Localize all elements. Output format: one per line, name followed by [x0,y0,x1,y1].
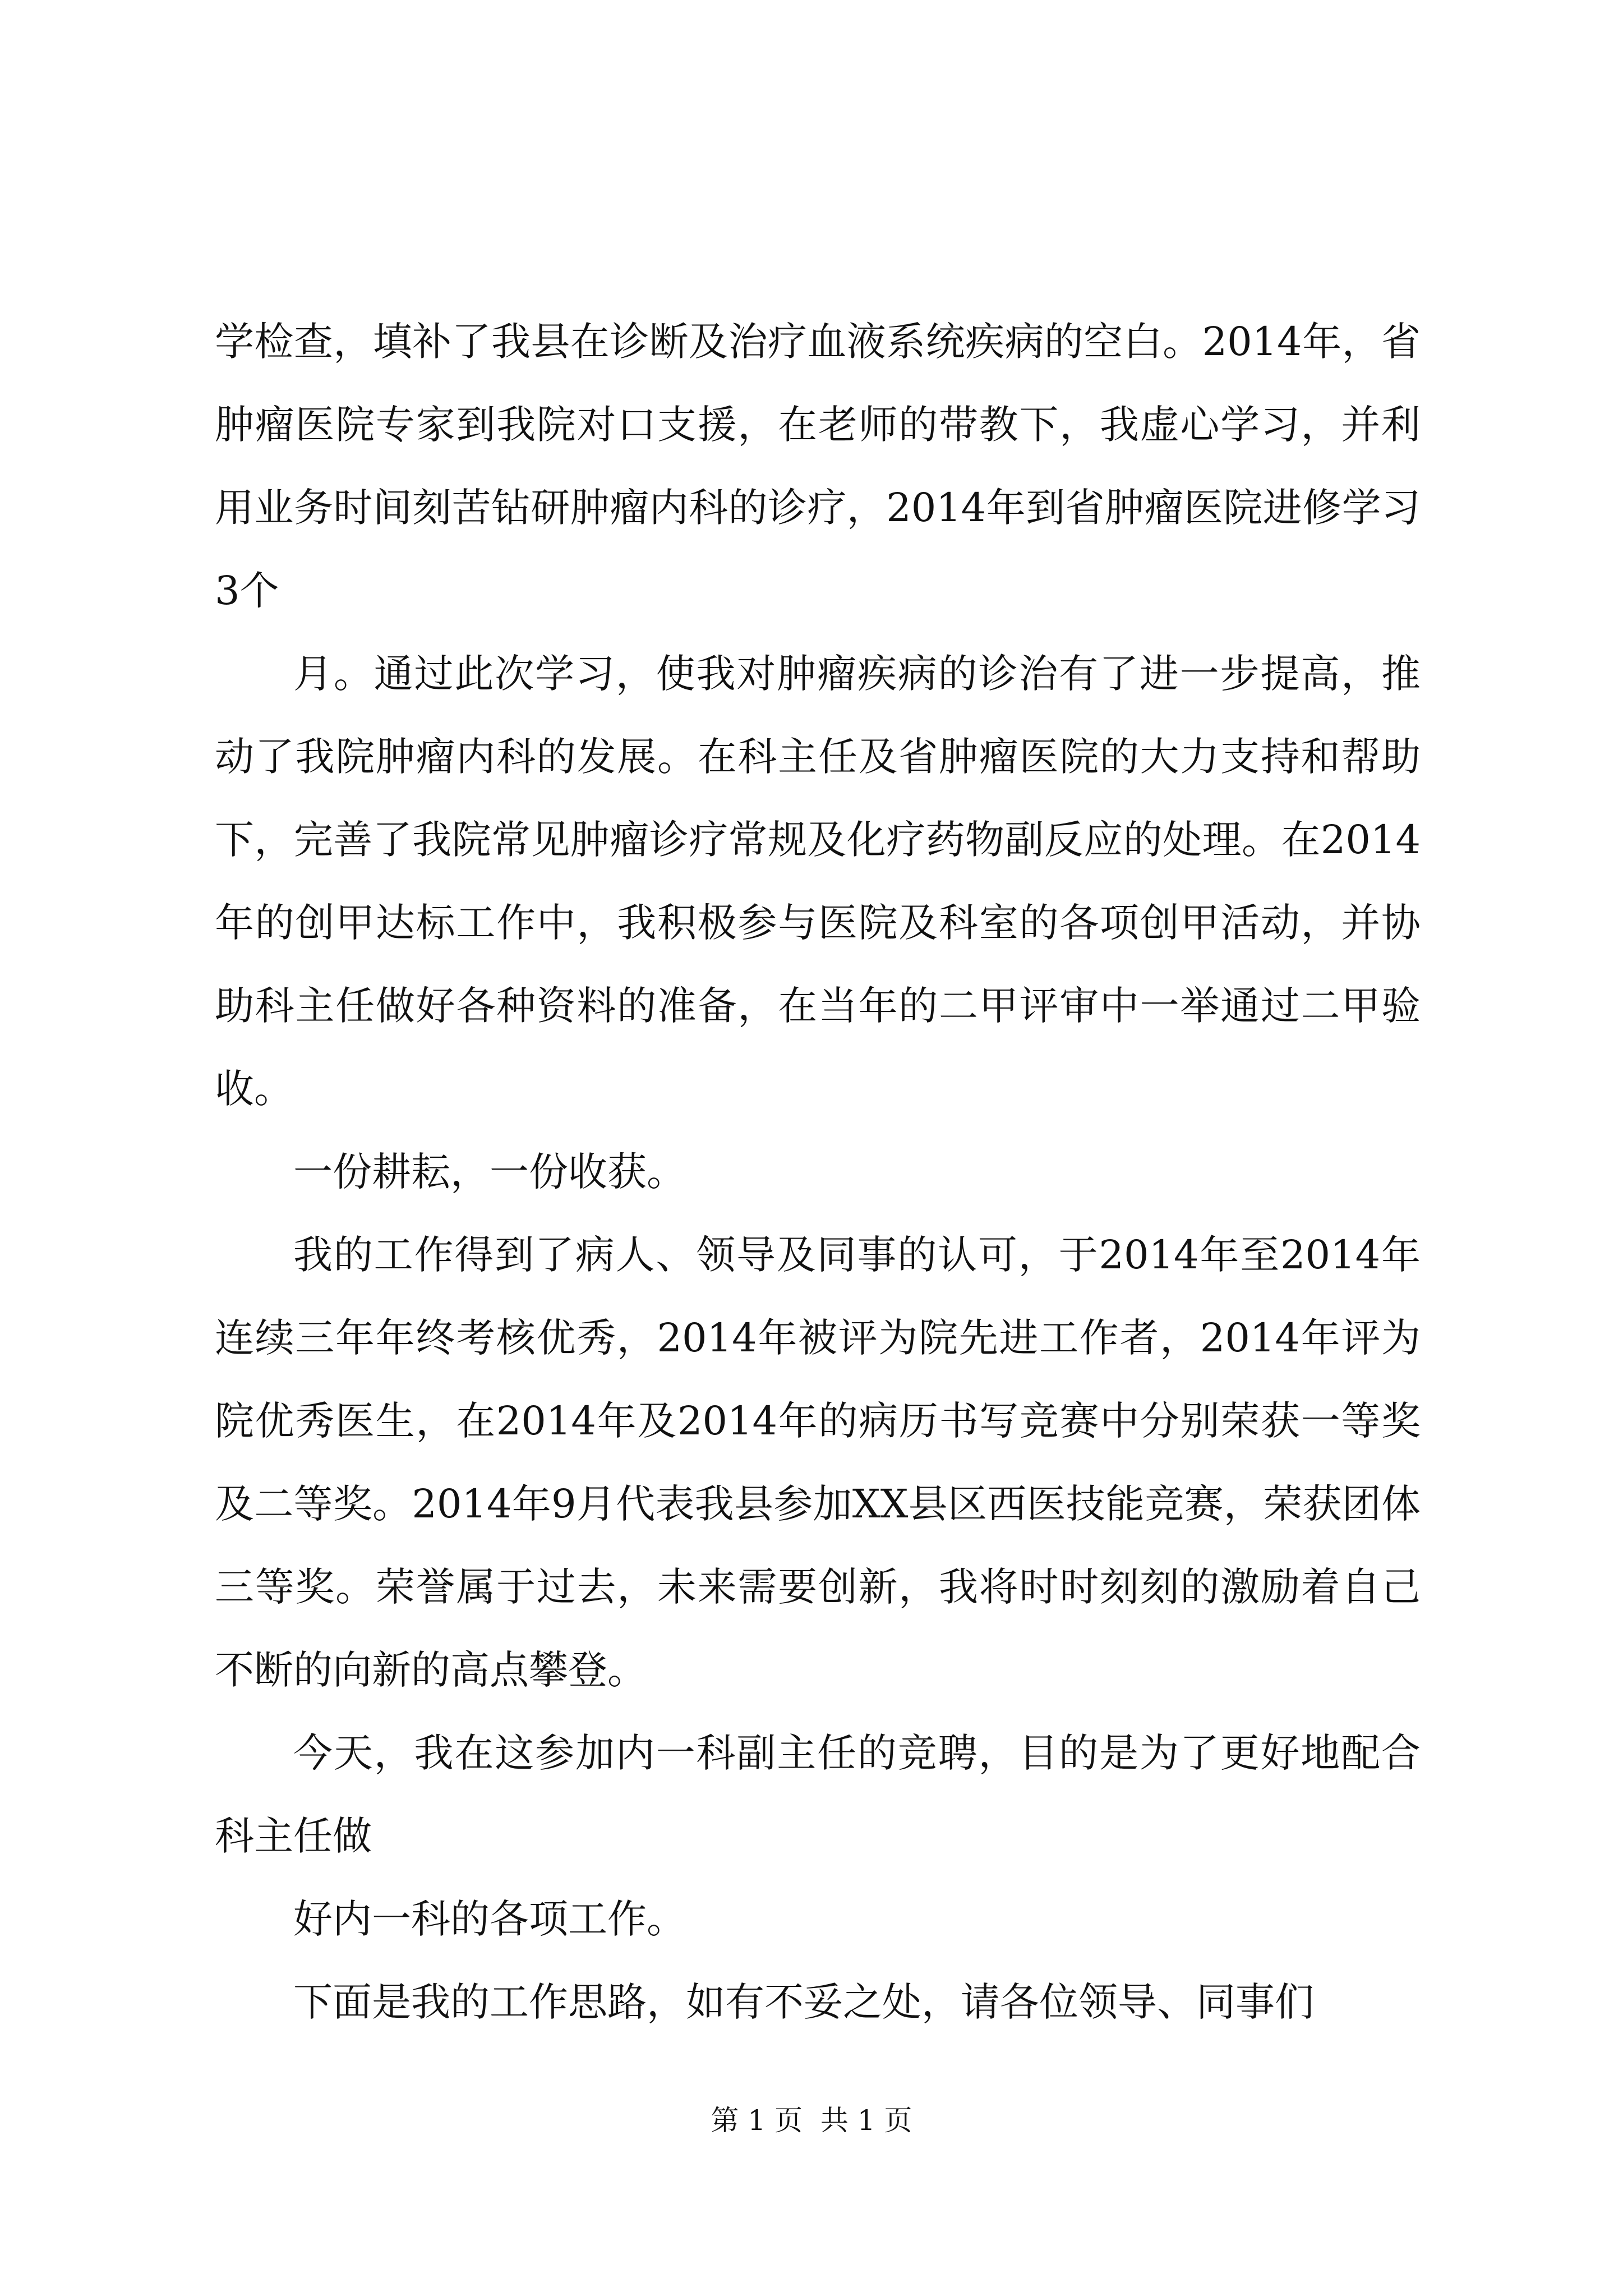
paragraph-7: 下面是我的工作思路，如有不妥之处，请各位领导、同事们 [293,1979,1314,2025]
paragraph-5: 今天，我在这参加内一科副主任的竞聘，目的是为了更好地配合科主任做 [215,1730,1421,1859]
paragraph-2: 月。通过此次学习，使我对肿瘤疾病的诊治有了进一步提高，推动了我院肿瘤内科的发展。在科主任及省肿瘤医院的大力支持和帮助下，完善了我院常见肿瘤诊疗常规及化疗药物副反应的处理。在2014年的创甲达标工作中，我积极参与医院及科室的各项创甲活动，并协助科主任做好各种资料的准备，在当年的二甲评审中一举通过二甲验收。 [215,651,1421,1112]
paragraph-3: 一份耕耘，一份收获。 [293,1149,686,1195]
page-number-label: 第 1 页 共 1 页 [711,2104,912,2137]
paragraph-6: 好内一科的各项工作。 [293,1896,686,1942]
page-footer [0,2098,1623,2138]
document-body [215,300,1421,2044]
paragraph-4: 我的工作得到了病人、领导及同事的认可，于2014年至2014年连续三年年终考核优秀，2014年被评为院先进工作者，2014年评为院优秀医生，在2014年及2014年的病历书写竞赛中分别荣获一等奖及二等奖。2014年9月代表我县参加XX县区西医技能竞赛，荣获团体三等奖。荣誉属于过去，未来需要创新，我将时时刻刻的激励着自己不断的向新的高点攀登。 [215,1232,1421,1693]
paragraph-1: 学检查，填补了我县在诊断及治疗血液系统疾病的空白。2014年，省肿瘤医院专家到我院对口支援，在老师的带教下，我虚心学习，并利用业务时间刻苦钻研肿瘤内科的诊疗，2014年到省肿瘤医院进修学习3个 [215,319,1421,614]
